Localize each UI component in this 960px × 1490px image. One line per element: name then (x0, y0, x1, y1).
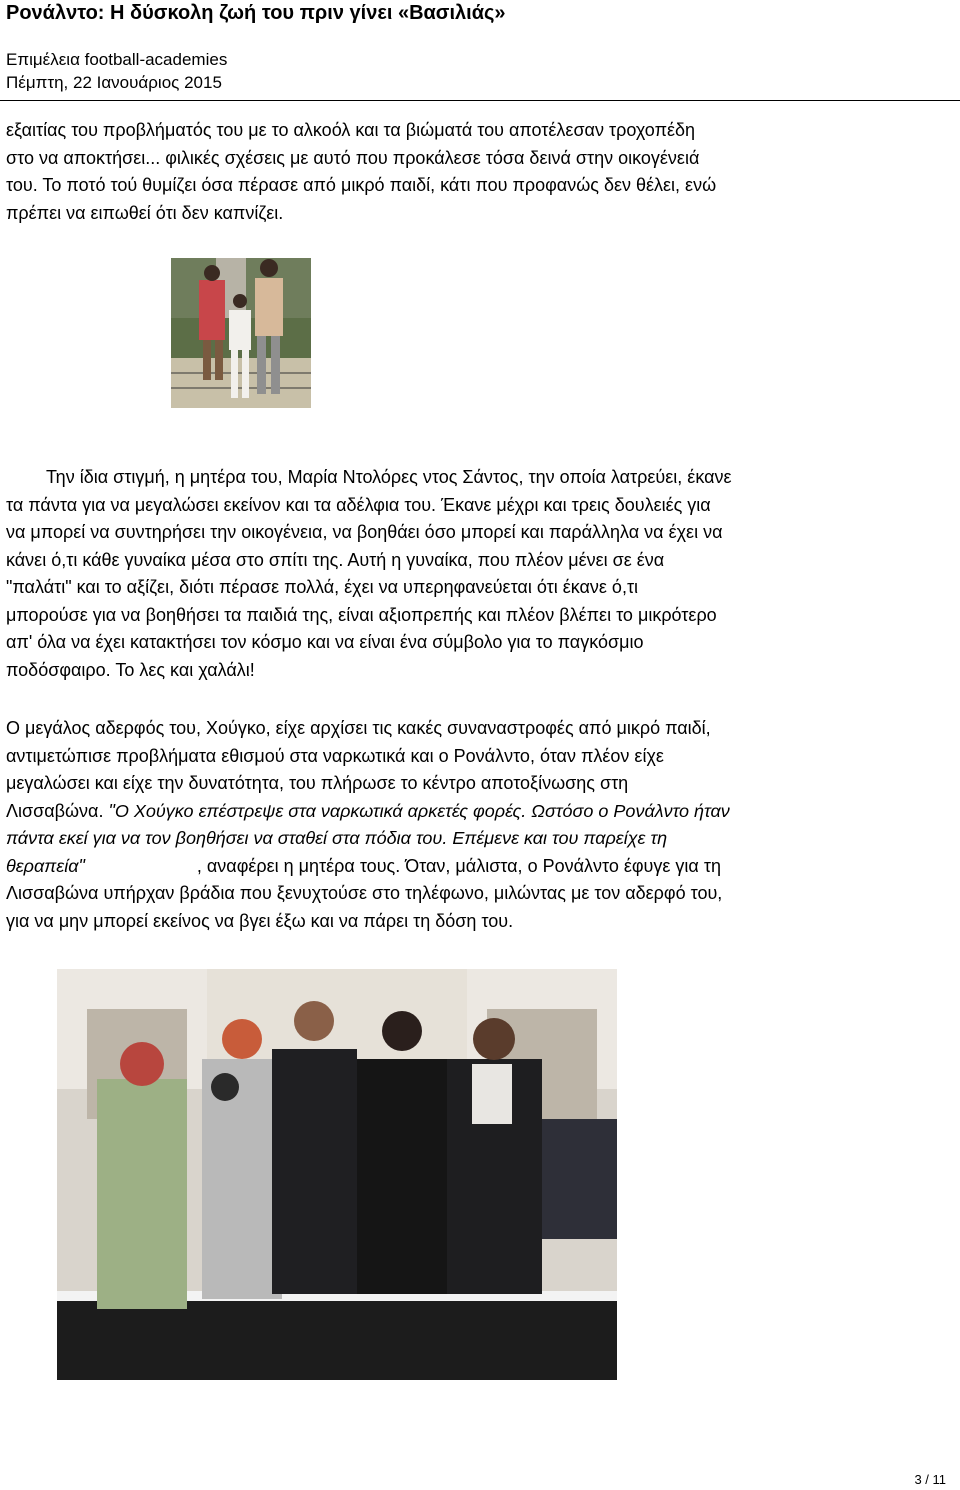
paragraph-2 (6, 464, 958, 684)
paragraph-1 (6, 117, 958, 227)
paragraph-line: εξαιτίας του προβλήματός του με το αλκοόλ και τα βιώματά του αποτέλεσαν τροχοπέδη (6, 120, 696, 140)
paragraph-line: για να μην μπορεί εκείνος να βγει έξω και να πάρει τη δόση του. (6, 910, 514, 931)
article-date: Πέμπτη, 22 Ιανουάριος 2015 (6, 73, 222, 92)
header-divider (0, 100, 960, 101)
paragraph-3 (6, 715, 958, 935)
family-photo-store (57, 969, 617, 1380)
paragraph-line: Ο μεγάλος αδερφός του, Χούγκο, είχε αρχίσει τις κακές συναναστροφές από μικρό παιδί, (6, 718, 711, 738)
paragraph-line: του. Το ποτό τού θυμίζει όσα πέρασε από μικρό παιδί, κάτι που προφανώς δεν θέλει, ενώ (6, 175, 717, 195)
quote-line: πάντα εκεί για να τον βοηθήσει να σταθεί στα πόδια του. Επέμενε και του παρείχε τη (6, 828, 668, 848)
plain-text: Λισσαβώνα. (6, 800, 109, 821)
paragraph-line: Την ίδια στιγμή, η μητέρα του, Μαρία Ντολόρες ντος Σάντος, την οποία λατρεύει, έκανε (46, 467, 732, 487)
paragraph-line: "παλάτι" και το αξίζει, διότι πέρασε πολλά, έχει να υπερηφανεύεται ότι έκανε ό,τι (6, 577, 639, 597)
article-title: Ρονάλντο: Η δύσκολη ζωή του πριν γίνει «Βασιλιάς» (6, 2, 506, 24)
paragraph-line: τα πάντα για να μεγαλώσει εκείνον και τα αδέλφια του. Έκανε μέχρι και τρεις δουλειές για (6, 494, 711, 515)
paragraph-line (6, 798, 958, 826)
page-number: 3 / 11 (914, 1472, 946, 1487)
quote-text: "Ο Χούγκο επέστρεψε στα ναρκωτικά αρκετές φορές. Ωστόσο ο Ρονάλντο ήταν (108, 800, 730, 821)
paragraph-line: κάνει ό,τι κάθε γυναίκα μέσα στο σπίτι της. Αυτή η γυναίκα, που πλέον μένει σε ένα (6, 549, 665, 570)
paragraph-line: πρέπει να ειπωθεί ότι δεν καπνίζει. (6, 202, 284, 223)
paragraph-line: να μπορεί να συντηρήσει την οικογένεια, να βοηθάει όσο μπορεί και παράλληλα να έχει να (6, 522, 723, 542)
paragraph-line: Λισσαβώνα υπήρχαν βράδια που ξενυχτούσε στο τηλέφωνο, μιλώντας με τον αδερφό του, (6, 883, 723, 903)
paragraph-line: στο να αποκτήσει... φιλικές σχέσεις με αυτό που προκάλεσε τόσα δεινά στην οικογένειά (6, 147, 700, 168)
paragraph-line: αντιμετώπισε προβλήματα εθισμού στα ναρκωτικά και ο Ρονάλντο, όταν πλέον είχε (6, 745, 664, 766)
paragraph-line: μεγαλώσει και είχε την δυνατότητα, του πλήρωσε το κέντρο αποτοξίνωσης στη (6, 773, 629, 793)
article-editor: Επιμέλεια football-academies (6, 50, 228, 69)
quote-text: θεραπεία" (6, 855, 85, 876)
family-photo-childhood (171, 258, 311, 408)
paragraph-line (6, 853, 958, 881)
paragraph-line: μπορούσε για να βοηθήσει τα παιδιά της, είναι αξιοπρεπής και πλέον βλέπει το μικρότερο (6, 604, 717, 625)
paragraph-line: ποδόσφαιρο. Το λες και χαλάλι! (6, 659, 255, 680)
plain-text: , αναφέρει η μητέρα τους. Όταν, μάλιστα, ο Ρονάλντο έφυγε για τη (196, 855, 721, 876)
paragraph-line: απ' όλα να έχει κατακτήσει τον κόσμο και να είναι ένα σύμβολο για το παγκόσμιο (6, 632, 644, 652)
